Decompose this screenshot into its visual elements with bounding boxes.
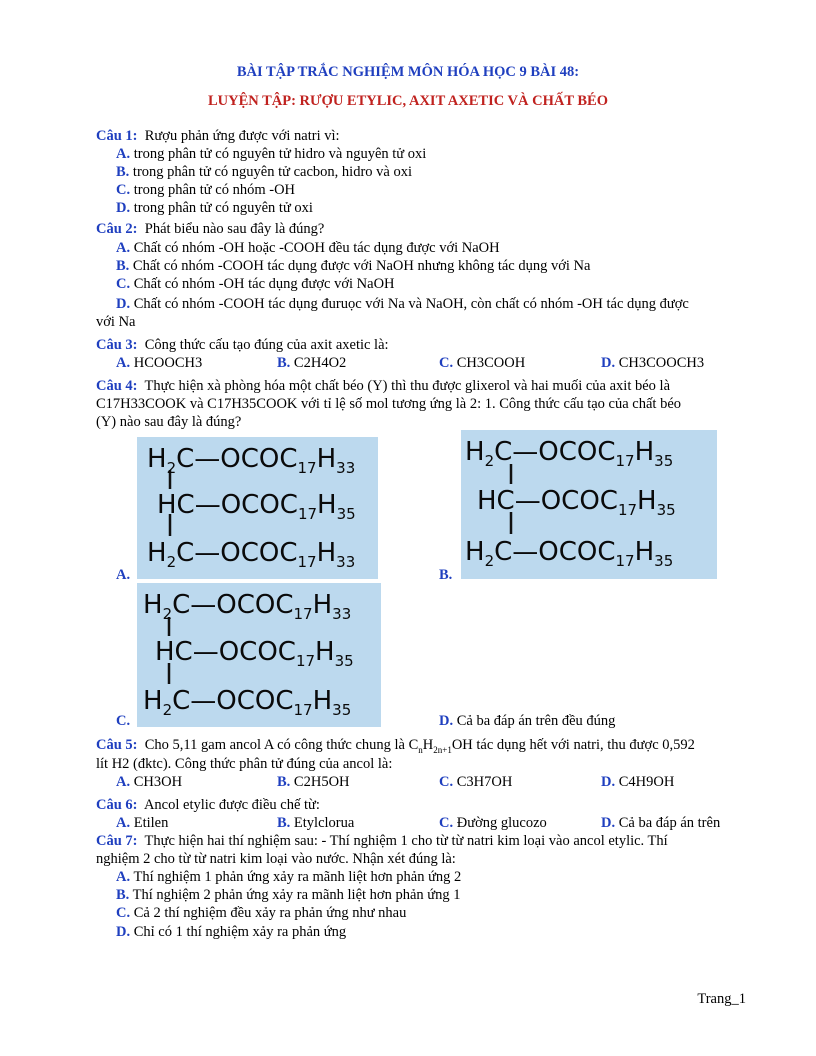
formula-row-3: $H_2C—OCOC_{17}H_{35}$ — [465, 537, 674, 570]
page-footer: Trang_1 — [697, 991, 746, 1007]
question-4-line-2: C17H33COOK và C17H35COOK với tỉ lệ số mol tương ứng là 2: 1. Công thức cấu tạo của chất béo — [96, 396, 682, 412]
option-text: trong phân tử có nguyên tử oxi — [133, 200, 313, 216]
question-label: Câu 1: — [96, 128, 138, 144]
option-5d[interactable] — [601, 773, 674, 791]
option-letter: B. — [116, 887, 130, 903]
formula-row-2: $HC—OCOC_{17}H_{35}$ — [155, 637, 354, 670]
option-6a[interactable] — [116, 814, 168, 832]
option-4b-letter[interactable] — [439, 566, 452, 584]
formula-image-b[interactable] — [461, 430, 717, 579]
formula-row-3: $H_2C—OCOC_{17}H_{33}$ — [147, 538, 356, 571]
question-text: Phát biểu nào sau đây là đúng? — [144, 221, 325, 237]
option-letter: C. — [116, 182, 131, 198]
option-letter: C. — [439, 355, 454, 371]
option-2c[interactable] — [116, 275, 395, 293]
question-5-line-2: lít H2 (đktc). Công thức phân tử đúng của ancol là: — [96, 756, 393, 772]
option-6d[interactable] — [601, 814, 720, 832]
option-5a[interactable] — [116, 773, 182, 791]
question-text: Công thức cấu tạo đúng của axit axetic là: — [144, 337, 389, 353]
option-letter: C. — [116, 276, 131, 292]
option-letter: B. — [277, 815, 291, 831]
option-text: Chất có nhóm -COOH tác dụng đuruọc với Na và NaOH, còn chất có nhóm -OH tác dụng được — [133, 296, 689, 312]
option-6b[interactable] — [277, 814, 354, 832]
option-text: Đường glucozo — [456, 815, 547, 831]
question-7-line-2: nghiệm 2 cho từ từ natri kim loại vào nước. Nhận xét đúng là: — [96, 851, 456, 867]
option-text: Thí nghiệm 2 phản ứng xảy ra mãnh liệt hơn phản ứng 1 — [132, 887, 461, 903]
option-5b[interactable] — [277, 773, 350, 791]
question-text: Thực hiện hai thí nghiệm sau: - Thí nghiệm 1 cho từ từ natri kim loại vào ancol etylic. Thí — [144, 833, 668, 849]
option-2a[interactable] — [116, 239, 500, 257]
option-text: Etylclorua — [293, 815, 355, 831]
option-2d[interactable] — [116, 295, 689, 313]
option-text: Cả 2 thí nghiệm đều xảy ra phản ứng như nhau — [133, 905, 407, 921]
option-3a[interactable] — [116, 354, 202, 372]
option-letter: A. — [116, 869, 131, 885]
question-text: Ancol etylic được điều chế từ: — [143, 797, 320, 813]
formula-h: H — [422, 737, 434, 753]
option-letter: C. — [116, 905, 131, 921]
option-7b[interactable] — [116, 886, 461, 904]
formula-image-a[interactable] — [137, 437, 378, 579]
question-4-line-3: (Y) nào sau đây là đúng? — [96, 414, 242, 430]
option-7d[interactable] — [116, 923, 346, 941]
option-text: Thí nghiệm 1 phản ứng xảy ra mãnh liệt hơn phản ứng 2 — [133, 869, 462, 885]
option-text: Chất có nhóm -COOH tác dụng được với NaOH nhưng không tác dụng với Na — [132, 258, 591, 274]
formula-row-1: $H_2C—OCOC_{17}H_{33}$ — [147, 444, 356, 477]
formula-row-2: $HC—OCOC_{17}H_{35}$ — [477, 486, 676, 519]
option-letter: D. — [439, 713, 454, 729]
question-2 — [96, 220, 324, 238]
option-text: Cả ba đáp án trên đều đúng — [456, 713, 616, 729]
question-7 — [96, 832, 668, 850]
option-text: Chỉ có 1 thí nghiệm xảy ra phản ứng — [133, 924, 347, 940]
option-text: trong phân tử có nguyên tử hidro và nguyên tử oxi — [133, 146, 427, 162]
formula-image-c[interactable] — [137, 583, 381, 727]
option-letter: C. — [439, 815, 454, 831]
question-label: Câu 4: — [96, 378, 138, 394]
question-4 — [96, 377, 670, 395]
triglyceride-structure-b — [461, 430, 717, 579]
option-text: C2H5OH — [293, 774, 350, 790]
option-letter: B. — [439, 567, 453, 583]
title-line-2: LUYỆN TẬP: RƯỢU ETYLIC, AXIT AXETIC VÀ CHẤT BÉO — [207, 93, 609, 109]
option-7c[interactable] — [116, 904, 406, 922]
option-text: Chất có nhóm -OH hoặc -COOH đều tác dụng được với NaOH — [133, 240, 500, 256]
option-text: HCOOCH3 — [133, 355, 203, 371]
option-letter: A. — [116, 355, 131, 371]
option-letter: B. — [277, 774, 291, 790]
option-letter: B. — [277, 355, 291, 371]
question-text: Cho 5,11 gam ancol A có công thức chung là C — [144, 737, 419, 753]
option-letter: A. — [116, 815, 131, 831]
formula-row-1: $H_2C—OCOC_{17}H_{33}$ — [143, 590, 352, 623]
option-7a[interactable] — [116, 868, 461, 886]
option-text: C4H9OH — [618, 774, 675, 790]
option-1a[interactable] — [116, 145, 426, 163]
triglyceride-structure-a — [137, 437, 378, 579]
option-1c[interactable] — [116, 181, 295, 199]
question-label: Câu 5: — [96, 737, 138, 753]
question-label: Câu 2: — [96, 221, 138, 237]
question-text-post: OH tác dụng hết với natri, thu được 0,592 — [451, 737, 695, 753]
option-letter: D. — [601, 815, 616, 831]
option-text: Cả ba đáp án trên — [618, 815, 721, 831]
option-3c[interactable] — [439, 354, 525, 372]
option-letter: D. — [601, 774, 616, 790]
option-letter: D. — [116, 924, 131, 940]
option-1b[interactable] — [116, 163, 412, 181]
formula-row-3: $H_2C—OCOC_{17}H_{35}$ — [143, 686, 352, 719]
option-letter: B. — [116, 164, 130, 180]
question-6 — [96, 796, 320, 814]
option-text: C3H7OH — [456, 774, 513, 790]
question-text: Thực hiện xà phòng hóa một chất béo (Y) thì thu được glixerol và hai muối của axit béo là — [144, 378, 671, 394]
option-letter: A. — [116, 567, 131, 583]
option-4c-letter[interactable] — [116, 712, 130, 730]
option-text: Etilen — [133, 815, 169, 831]
option-text: CH3OH — [133, 774, 183, 790]
option-5c[interactable] — [439, 773, 512, 791]
option-text: trong phân tử có nguyên tử cacbon, hidro và oxi — [132, 164, 412, 180]
question-label: Câu 6: — [96, 797, 138, 813]
option-text: C2H4O2 — [293, 355, 347, 371]
triglyceride-structure-c — [137, 583, 381, 727]
option-letter: C. — [116, 713, 131, 729]
formula-row-1: $H_2C—OCOC_{17}H_{35}$ — [465, 437, 674, 470]
option-letter: D. — [601, 355, 616, 371]
option-1d[interactable] — [116, 199, 313, 217]
option-letter: D. — [116, 296, 131, 312]
question-3 — [96, 336, 389, 354]
option-2b[interactable] — [116, 257, 590, 275]
option-4a-letter[interactable] — [116, 566, 130, 584]
option-letter: A. — [116, 146, 131, 162]
option-3b[interactable] — [277, 354, 346, 372]
option-2d-continuation: với Na — [96, 314, 136, 330]
option-letter: A. — [116, 240, 131, 256]
option-letter: A. — [116, 774, 131, 790]
formula-row-2: $HC—OCOC_{17}H_{35}$ — [157, 490, 356, 523]
question-label: Câu 3: — [96, 337, 138, 353]
question-label: Câu 7: — [96, 833, 138, 849]
option-3d[interactable] — [601, 354, 704, 372]
option-4d[interactable] — [439, 712, 615, 730]
option-letter: D. — [116, 200, 131, 216]
question-text: Rượu phản ứng được với natri vì: — [144, 128, 340, 144]
option-text: Chất có nhóm -OH tác dụng được với NaOH — [133, 276, 395, 292]
subscript-n: n — [418, 744, 423, 755]
option-text: CH3COOH — [456, 355, 526, 371]
title-line-1: BÀI TẬP TRẮC NGHIỆM MÔN HÓA HỌC 9 BÀI 48: — [236, 64, 580, 80]
subscript-2n1: 2n+1 — [433, 744, 452, 755]
question-1 — [96, 127, 340, 145]
option-letter: B. — [116, 258, 130, 274]
option-6c[interactable] — [439, 814, 547, 832]
option-text: trong phân tử có nhóm -OH — [133, 182, 296, 198]
option-text: CH3COOCH3 — [618, 355, 705, 371]
option-letter: C. — [439, 774, 454, 790]
